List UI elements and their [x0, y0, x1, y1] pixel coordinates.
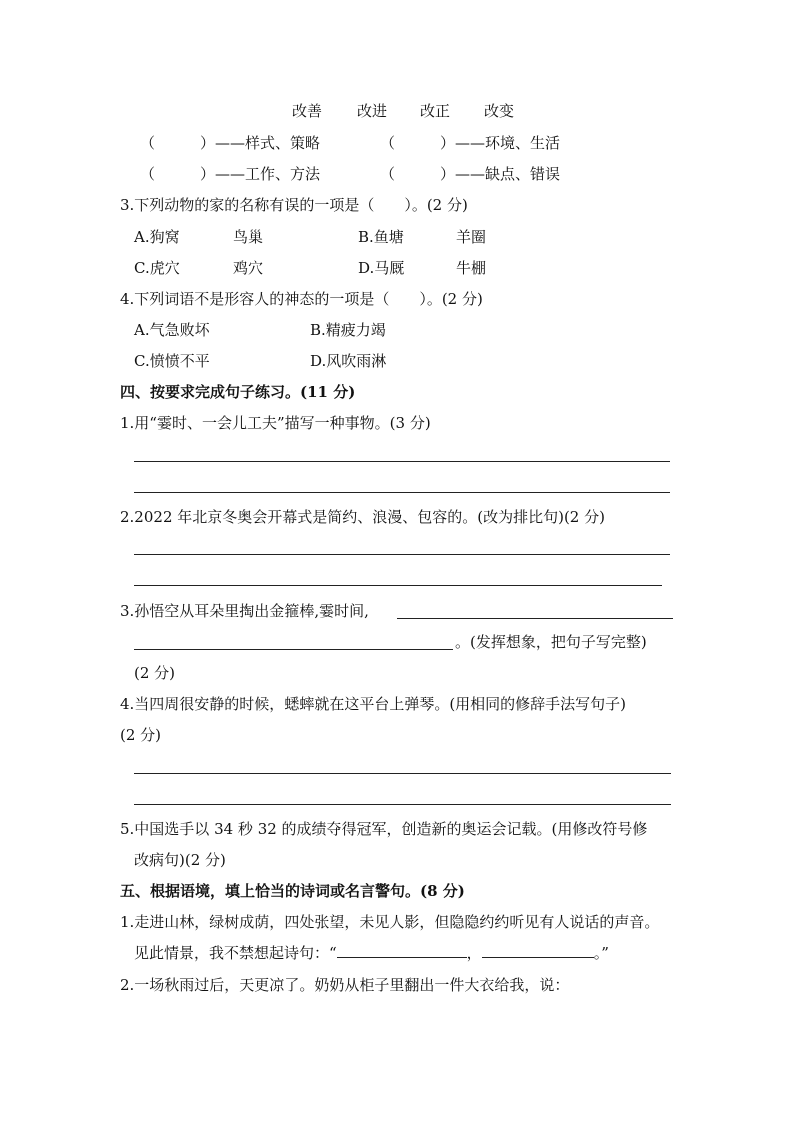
answer-line[interactable] [397, 618, 673, 619]
poem-task-1-sep: ， [466, 944, 482, 962]
poem-task-2: 2.一场秋雨过后，天更凉了。奶奶从柜子里翻出一件大衣给我，说： [120, 976, 570, 994]
option: D.风吹雨淋 [310, 352, 387, 370]
poem-blank[interactable] [337, 943, 467, 958]
option: 鸟巢 [233, 228, 264, 246]
sentence-task-3-score: (2 分) [134, 664, 176, 682]
poem-blank[interactable] [482, 943, 594, 958]
word-bank-item: 改进 [357, 102, 388, 120]
word-bank-item: 改善 [292, 102, 323, 120]
sentence-task-2: 2.2022 年北京冬奥会开幕式是简约、浪漫、包容的。(改为排比句)(2 分) [120, 508, 605, 526]
poem-task-1-end: 。” [593, 944, 609, 962]
match-left-open: （ [140, 134, 156, 152]
option: A.狗窝 [134, 228, 180, 246]
option: 羊圈 [456, 228, 487, 246]
word-bank-item: 改变 [484, 102, 515, 120]
option: 鸡穴 [233, 259, 264, 277]
answer-line[interactable] [134, 804, 671, 805]
answer-line[interactable] [134, 492, 670, 493]
sentence-task-3-instruction: 。(发挥想象，把句子写完整) [455, 633, 647, 651]
sentence-task-5: 5.中国选手以 34 秒 32 的成绩夺得冠军，创造新的奥运会记载。(用修改符号修 [120, 820, 648, 838]
answer-line[interactable] [134, 649, 453, 650]
match-left-text: ）——工作、方法 [200, 165, 321, 183]
poem-task-1-cont [134, 943, 609, 963]
option: C.愤愤不平 [134, 352, 210, 370]
option: A.气急败坏 [134, 321, 210, 339]
word-bank-item: 改正 [420, 102, 451, 120]
sentence-task-4-score: (2 分) [120, 726, 162, 744]
sentence-task-3: 3.孙悟空从耳朵里掏出金箍棒,霎时间, [120, 602, 369, 620]
match-right-text: ）——缺点、错误 [440, 165, 561, 183]
match-left-text: ）——样式、策略 [200, 134, 321, 152]
option: B.鱼塘 [358, 228, 404, 246]
match-right-open: （ [380, 165, 396, 183]
match-left-open: （ [140, 165, 156, 183]
match-right-open: （ [380, 134, 396, 152]
option: 牛棚 [456, 259, 487, 277]
answer-line[interactable] [134, 554, 670, 555]
poem-task-1-lead: 见此情景，我不禁想起诗句：“ [134, 944, 337, 962]
option: C.虎穴 [134, 259, 180, 277]
sentence-task-1: 1.用“霎时、一会儿工夫”描写一种事物。(3 分) [120, 414, 431, 432]
poem-task-1: 1.走进山林，绿树成荫，四处张望，未见人影，但隐隐约约听见有人说话的声音。 [120, 913, 660, 931]
option: D.马厩 [358, 259, 405, 277]
question-3: 3.下列动物的家的名称有误的一项是（ ）。(2 分) [120, 196, 468, 214]
answer-line[interactable] [134, 461, 670, 462]
answer-line[interactable] [134, 773, 671, 774]
section-4-title: 四、按要求完成句子练习。(11 分) [120, 383, 356, 401]
sentence-task-5-cont: 改病句)(2 分) [134, 851, 226, 869]
section-5-title: 五、根据语境，填上恰当的诗词或名言警句。(8 分) [120, 882, 465, 900]
question-4: 4.下列词语不是形容人的神态的一项是（ ）。(2 分) [120, 290, 483, 308]
match-right-text: ）——环境、生活 [440, 134, 561, 152]
sentence-task-4: 4.当四周很安静的时候，蟋蟀就在这平台上弹琴。(用相同的修辞手法写句子) [120, 695, 627, 713]
option: B.精疲力竭 [310, 321, 386, 339]
answer-line[interactable] [134, 585, 662, 586]
